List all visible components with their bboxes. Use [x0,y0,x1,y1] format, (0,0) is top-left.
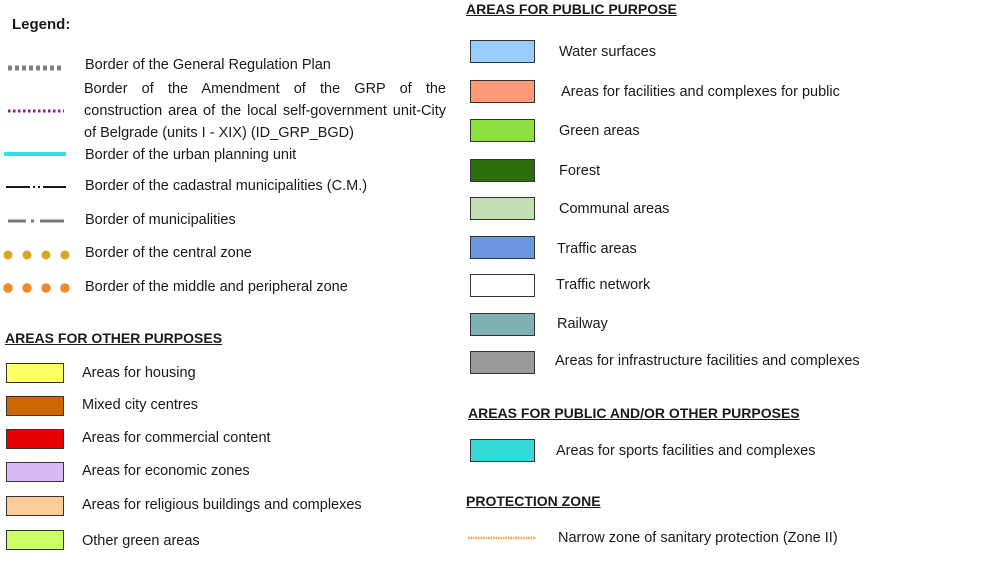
forest-swatch [470,159,535,182]
grp-border-label: Border of the General Regulation Plan [85,57,331,73]
sanitary-zone-symbol [466,534,538,542]
municipalities-border-label: Border of municipalities [85,212,236,228]
religious-swatch [6,496,64,516]
commercial-label: Areas for commercial content [82,430,271,446]
line-symbols [0,0,80,300]
housing-swatch [6,363,64,383]
protection-heading: PROTECTION ZONE [466,493,601,509]
railway-swatch [470,313,535,336]
peripheral-zone-border-symbol [3,283,70,293]
economic-zones-swatch [6,462,64,482]
traffic-areas-swatch [470,236,535,259]
central-zone-border-label: Border of the central zone [85,245,252,261]
communal-swatch [470,197,535,220]
infrastructure-label: Areas for infrastructure facilities and complexes [555,353,860,369]
water-swatch [470,40,535,63]
railway-label: Railway [557,316,608,332]
traffic-network-label: Traffic network [556,277,651,293]
religious-label: Areas for religious buildings and complexes [82,497,362,513]
cadastral-border-label: Border of the cadastral municipalities (C.M.) [85,178,368,194]
traffic-network-swatch [470,274,535,297]
sports-label: Areas for sports facilities and complexes [556,443,816,459]
other-purposes-heading: AREAS FOR OTHER PURPOSES [5,330,223,346]
mixed-centres-label: Mixed city centres [82,397,199,413]
communal-label: Communal areas [559,201,670,217]
infrastructure-swatch [470,351,535,374]
commercial-swatch [6,429,64,449]
public-or-other-heading: AREAS FOR PUBLIC AND/OR OTHER PURPOSES [468,405,800,421]
urban-unit-border-label: Border of the urban planning unit [85,147,297,163]
public-purpose-heading: AREAS FOR PUBLIC PURPOSE [466,1,677,17]
other-green-swatch [6,530,64,550]
legend-title: Legend: [12,16,71,33]
green-areas-swatch [470,119,535,142]
amendment-border-label: Border of the Amendment of the GRP of the construction area of the local self-government unit-City of Belgrade (units I - XIX) (ID_GRP_BGD) [84,81,446,141]
water-label: Water surfaces [559,44,656,60]
central-zone-border-symbol [4,251,70,260]
green-areas-label: Green areas [559,123,640,139]
sanitary-zone-label: Narrow zone of sanitary protection (Zone II) [558,530,838,546]
mixed-centres-swatch [6,396,64,416]
peripheral-zone-border-label: Border of the middle and peripheral zone [85,279,348,295]
housing-label: Areas for housing [82,365,196,381]
other-green-label: Other green areas [82,533,200,549]
traffic-areas-label: Traffic areas [557,241,637,257]
forest-label: Forest [559,163,601,179]
economic-zones-label: Areas for economic zones [82,463,250,479]
public-facilities-swatch [470,80,535,103]
public-facilities-label: Areas for facilities and complexes for public [561,84,840,100]
sports-swatch [470,439,535,462]
